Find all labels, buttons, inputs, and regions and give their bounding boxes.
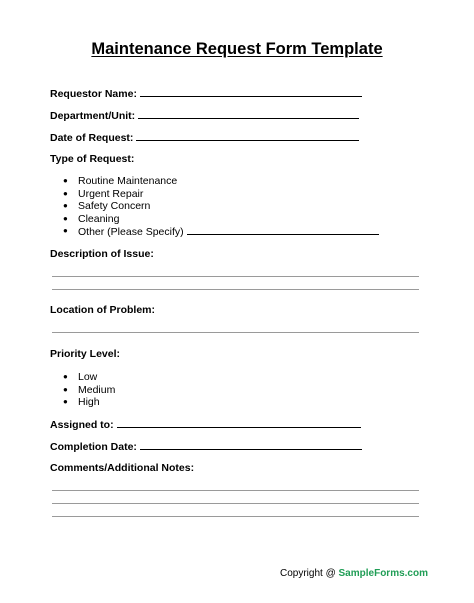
requestor-name-field	[50, 87, 362, 100]
location-line[interactable]	[52, 332, 419, 333]
bullet-icon: ●	[63, 372, 68, 381]
bullet-icon: ●	[63, 201, 68, 210]
location-heading: Location of Problem:	[50, 304, 155, 316]
comments-line-1[interactable]	[52, 490, 419, 491]
department-field	[50, 109, 359, 122]
bullet-icon: ●	[63, 213, 68, 223]
list-item[interactable]: ● High	[63, 396, 100, 408]
other-specify-line[interactable]	[187, 225, 379, 235]
date-of-request-line[interactable]	[136, 131, 359, 141]
list-item[interactable]: ● Cleaning	[63, 212, 120, 225]
bullet-icon: ●	[63, 384, 68, 394]
list-item[interactable]: ● Low	[63, 371, 98, 383]
priority-list	[63, 371, 115, 409]
date-of-request-label: Date of Request:	[50, 132, 134, 144]
list-item[interactable]: ● Other (Please Specify)	[63, 225, 379, 238]
comments-line-2[interactable]	[52, 503, 419, 504]
copyright-text: Copyright @	[280, 568, 336, 579]
description-line-1[interactable]	[52, 276, 419, 277]
type-of-request-list	[63, 175, 379, 238]
list-item[interactable]: ● Medium	[63, 383, 116, 396]
list-item[interactable]: ● Safety Concern	[63, 200, 151, 212]
department-line[interactable]	[138, 109, 359, 119]
copyright-footer	[280, 568, 428, 579]
completion-date-field	[50, 440, 362, 453]
requestor-name-label: Requestor Name:	[50, 88, 137, 100]
completion-date-label: Completion Date:	[50, 441, 137, 453]
description-heading: Description of Issue:	[50, 248, 154, 260]
priority-heading: Priority Level:	[50, 348, 121, 360]
date-of-request-field	[50, 131, 359, 144]
bullet-icon: ●	[63, 226, 68, 235]
comments-heading: Comments/Additional Notes:	[50, 462, 195, 474]
type-of-request-heading: Type of Request:	[50, 153, 135, 165]
requestor-name-line[interactable]	[140, 87, 362, 97]
description-line-2[interactable]	[52, 289, 419, 290]
bullet-icon: ●	[63, 188, 68, 198]
assigned-to-label: Assigned to:	[50, 419, 114, 431]
completion-date-line[interactable]	[140, 440, 362, 450]
list-item[interactable]: ● Urgent Repair	[63, 187, 144, 200]
brand-link[interactable]: SampleForms.com	[338, 568, 428, 579]
list-item[interactable]: ● Routine Maintenance	[63, 175, 178, 187]
assigned-to-line[interactable]	[117, 418, 361, 428]
bullet-icon: ●	[63, 397, 68, 406]
department-label: Department/Unit:	[50, 110, 136, 122]
bullet-icon: ●	[63, 176, 68, 185]
comments-line-3[interactable]	[52, 516, 419, 517]
form-title: Maintenance Request Form Template	[91, 40, 383, 58]
assigned-to-field	[50, 418, 361, 431]
